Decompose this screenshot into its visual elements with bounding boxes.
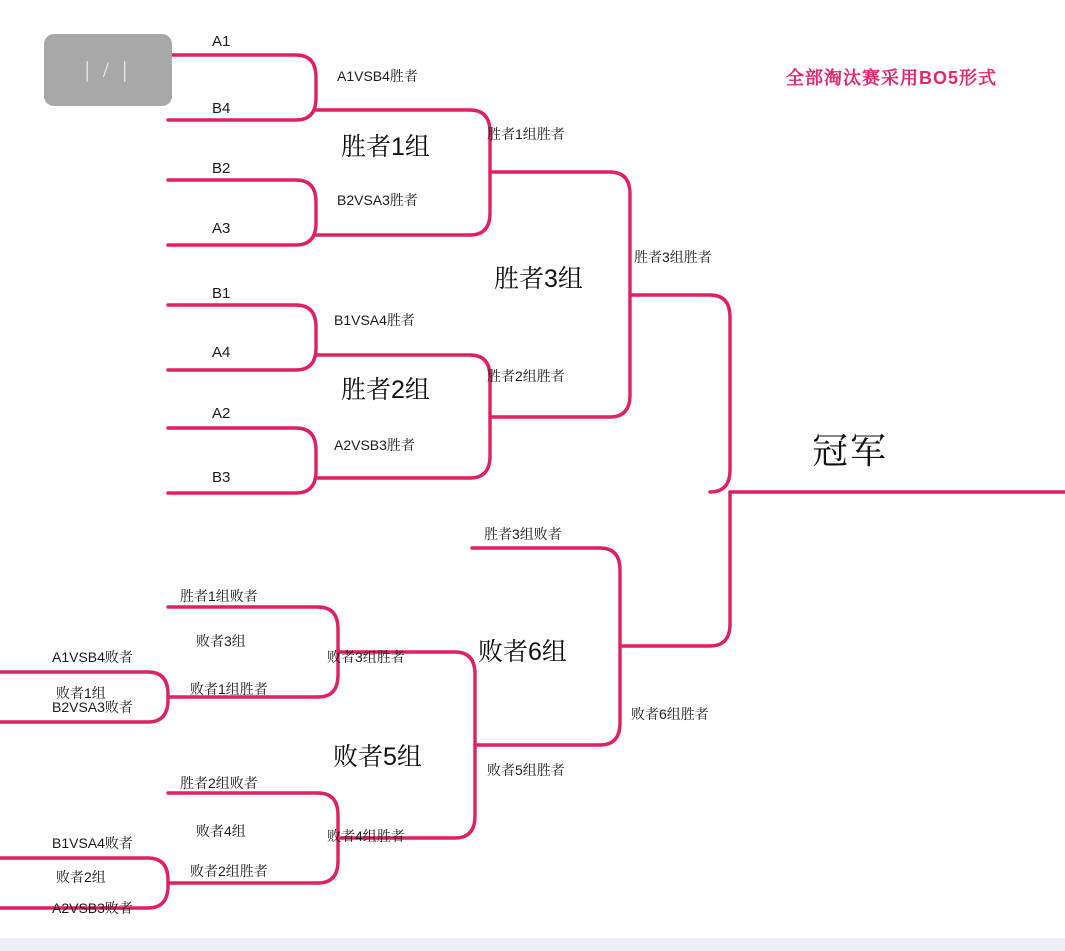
winners-group-1: 胜者1组 [341, 133, 430, 161]
seed-a2: A2 [212, 405, 231, 422]
feed-a2vsb3-loser: A2VSB3败者 [52, 900, 133, 916]
logo-badge [44, 34, 172, 106]
result-winners-group-3-winner: 胜者3组胜者 [634, 249, 712, 265]
losers-group-5: 败者5组 [333, 743, 422, 771]
logo-glyph: | / | [85, 57, 131, 82]
result-a2vsb3-winner: A2VSB3胜者 [334, 437, 415, 453]
feed-a1vsb4-loser: A1VSB4败者 [52, 649, 133, 665]
result-losers-group-6-winner: 败者6组胜者 [631, 706, 709, 722]
champion-label: 冠军 [812, 430, 889, 471]
losers-group-6: 败者6组 [478, 638, 567, 666]
seed-a3: A3 [212, 220, 231, 237]
result-losers-group-5-winner: 败者5组胜者 [487, 762, 565, 778]
winners-group-2: 胜者2组 [341, 376, 430, 404]
feed-b1vsa4-loser: B1VSA4败者 [52, 835, 133, 851]
losers-group-1: 败者1组 [56, 685, 106, 701]
seed-b3: B3 [212, 469, 231, 486]
result-winners-group-1-winner: 胜者1组胜者 [487, 126, 565, 142]
result-a1vsb4-winner: A1VSB4胜者 [337, 68, 418, 84]
result-losers-group-1-winner: 败者1组胜者 [190, 681, 268, 697]
result-losers-group-3-winner: 败者3组胜者 [327, 649, 405, 665]
feed-winners-group-3-loser: 胜者3组败者 [484, 526, 562, 542]
seed-b2: B2 [212, 160, 231, 177]
losers-group-4: 败者4组 [196, 823, 246, 839]
winners-group-3: 胜者3组 [494, 265, 583, 293]
result-losers-group-4-winner: 败者4组胜者 [327, 828, 405, 844]
bottom-bar [0, 938, 1065, 951]
feed-winners-group-2-loser: 胜者2组败者 [180, 775, 258, 791]
result-winners-group-2-winner: 胜者2组胜者 [487, 368, 565, 384]
result-b1vsa4-winner: B1VSA4胜者 [334, 312, 415, 328]
losers-group-3: 败者3组 [196, 633, 246, 649]
losers-group-2: 败者2组 [56, 869, 106, 885]
format-note: 全部淘汰赛采用BO5形式 [786, 68, 998, 88]
seed-a1: A1 [212, 33, 231, 50]
seed-a4: A4 [212, 344, 231, 361]
feed-winners-group-1-loser: 胜者1组败者 [180, 588, 258, 604]
result-losers-group-2-winner: 败者2组胜者 [190, 863, 268, 879]
seed-b4: B4 [212, 100, 231, 117]
result-b2vsa3-winner: B2VSA3胜者 [337, 192, 418, 208]
feed-b2vsa3-loser: B2VSA3败者 [52, 699, 133, 715]
seed-b1: B1 [212, 285, 231, 302]
